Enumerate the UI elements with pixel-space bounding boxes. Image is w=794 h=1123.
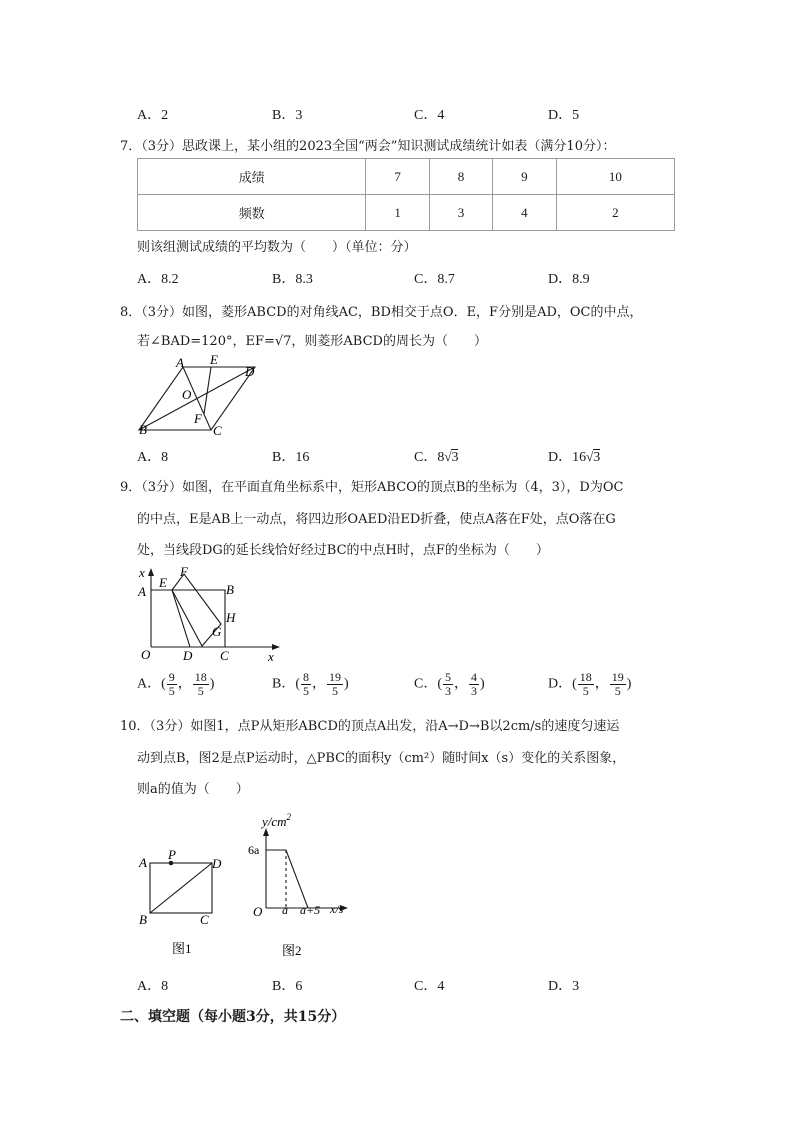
label-d: D: [212, 856, 222, 871]
q6-option-d: D．5: [548, 108, 580, 123]
q10-option-a: A．8: [137, 979, 169, 994]
label-a: A: [176, 355, 184, 370]
label-b: B: [226, 582, 234, 597]
label-x-axis: x/s: [330, 902, 344, 916]
q10-option-c: C．4: [414, 979, 445, 994]
q9-line3: 处，当线段DG的延长线恰好经过BC的中点H时，点F的坐标为（ ）: [137, 543, 549, 558]
q9-line2: 的中点，E是AB上一动点，将四边形OAED沿ED折叠，使点A落在F处，点O落在G: [137, 512, 616, 527]
figure-1-rectangle: [134, 845, 229, 960]
label-b: B: [139, 912, 147, 927]
table-cell: 1: [366, 195, 429, 231]
table-row: [138, 159, 675, 195]
label-f: F: [194, 411, 202, 426]
score-frequency-table: [137, 158, 675, 231]
segment-ef: [204, 367, 211, 414]
q9-option-b: B．( $\frac{8}{5}$ ， $\frac{19}{5}$ ): [272, 670, 349, 698]
table-cell: 4: [493, 195, 556, 231]
q8-option-d: D．16√3: [548, 449, 601, 465]
label-a: A: [139, 855, 147, 870]
label-g: G: [212, 624, 222, 639]
label-origin: O: [253, 904, 263, 919]
label-c: C: [213, 423, 222, 438]
label-e: E: [159, 575, 167, 590]
table-cell: 3: [429, 195, 492, 231]
table-cell: 成绩: [138, 159, 366, 195]
label-a: A: [138, 584, 146, 599]
q8-option-c: C．8√3: [414, 449, 459, 465]
q7-option-d: D．8.9: [548, 272, 590, 287]
tick-6a: 6a: [248, 843, 260, 857]
diagonal-bd: [150, 863, 212, 913]
tick-a: a: [282, 903, 288, 917]
section-2-title: 二、填空题（每小题3分，共15分）: [120, 1009, 346, 1025]
label-b: B: [139, 422, 147, 437]
table-row: [138, 195, 675, 231]
label-y-axis: $y/cm^2$: [262, 812, 292, 829]
label-y-axis: x: [139, 565, 145, 580]
q10-line2: 动到点B，图2是点P运动时，△PBC的面积y（cm²）随时间x（s）变化的关系图象，: [137, 751, 626, 766]
label-c: C: [200, 912, 209, 927]
q8-option-a: A．8: [137, 450, 169, 465]
figure-2-caption: 图2: [282, 943, 302, 958]
q10-option-d: D．3: [548, 979, 580, 994]
label-x-axis: x: [268, 649, 274, 664]
q10-line3: 则a的值为（ ）: [137, 782, 249, 797]
q6-option-c: C．4: [414, 108, 445, 123]
table-cell: 9: [493, 159, 556, 195]
q8-line1: 8．（3分）如图，菱形ABCD的对角线AC，BD相交于点O．E，F分别是AD，OC的中点，: [120, 305, 643, 320]
label-d: D: [183, 648, 193, 663]
q6-option-b: B．3: [272, 108, 303, 123]
table-cell: 2: [556, 195, 674, 231]
area-curve: [266, 850, 308, 908]
table-cell: 10: [556, 159, 674, 195]
coordinate-figure: [134, 564, 284, 666]
table-cell: 7: [366, 159, 429, 195]
y-axis-arrow: [263, 828, 269, 836]
q9-option-c: C．( $\frac{5}{3}$ ， $\frac{4}{3}$ ): [414, 670, 485, 698]
table-cell: 8: [429, 159, 492, 195]
label-p: P: [168, 847, 176, 862]
q7-question: 则该组测试成绩的平均数为（ ）（单位：分）: [137, 240, 417, 255]
label-c: C: [220, 648, 229, 663]
q10-option-b: B．6: [272, 979, 303, 994]
q9-line1: 9．（3分）如图，在平面直角坐标系中，矩形ABCO的顶点B的坐标为（4，3），D为OC: [120, 480, 624, 495]
q9-option-a: A．( $\frac{9}{5}$ ， $\frac{18}{5}$ ): [137, 670, 215, 698]
q8-line2: 若∠BAD=120°，EF=√7，则菱形ABCD的周长为（ ）: [137, 334, 487, 349]
y-axis-arrow: [148, 568, 154, 576]
tick-a-plus-5: a+5: [300, 903, 321, 917]
q6-option-a: A．2: [137, 108, 169, 123]
q7-option-b: B．8.3: [272, 272, 313, 287]
q7-stem: 7．（3分）思政课上，某小组的2023全国“两会”知识测试成绩统计如表（满分10分）：: [120, 139, 616, 154]
figure-2-graph: [244, 808, 354, 960]
label-o: O: [182, 387, 192, 402]
q7-option-a: A．8.2: [137, 272, 179, 287]
q9-option-d: D．( $\frac{18}{5}$ ， $\frac{19}{5}$ ): [548, 670, 632, 698]
label-o: O: [141, 647, 151, 662]
label-h: H: [226, 610, 236, 625]
label-f: F: [180, 564, 188, 579]
table-cell: 频数: [138, 195, 366, 231]
q7-option-c: C．8.7: [414, 272, 455, 287]
rhombus-figure: [130, 352, 265, 438]
q10-line1: 10．（3分）如图1，点P从矩形ABCD的顶点A出发，沿A→D→B以2cm/s的速度匀速运: [120, 719, 620, 734]
label-d: D: [245, 364, 255, 379]
label-e: E: [210, 352, 218, 367]
q8-option-b: B．16: [272, 450, 310, 465]
figure-1-caption: 图1: [172, 941, 192, 956]
